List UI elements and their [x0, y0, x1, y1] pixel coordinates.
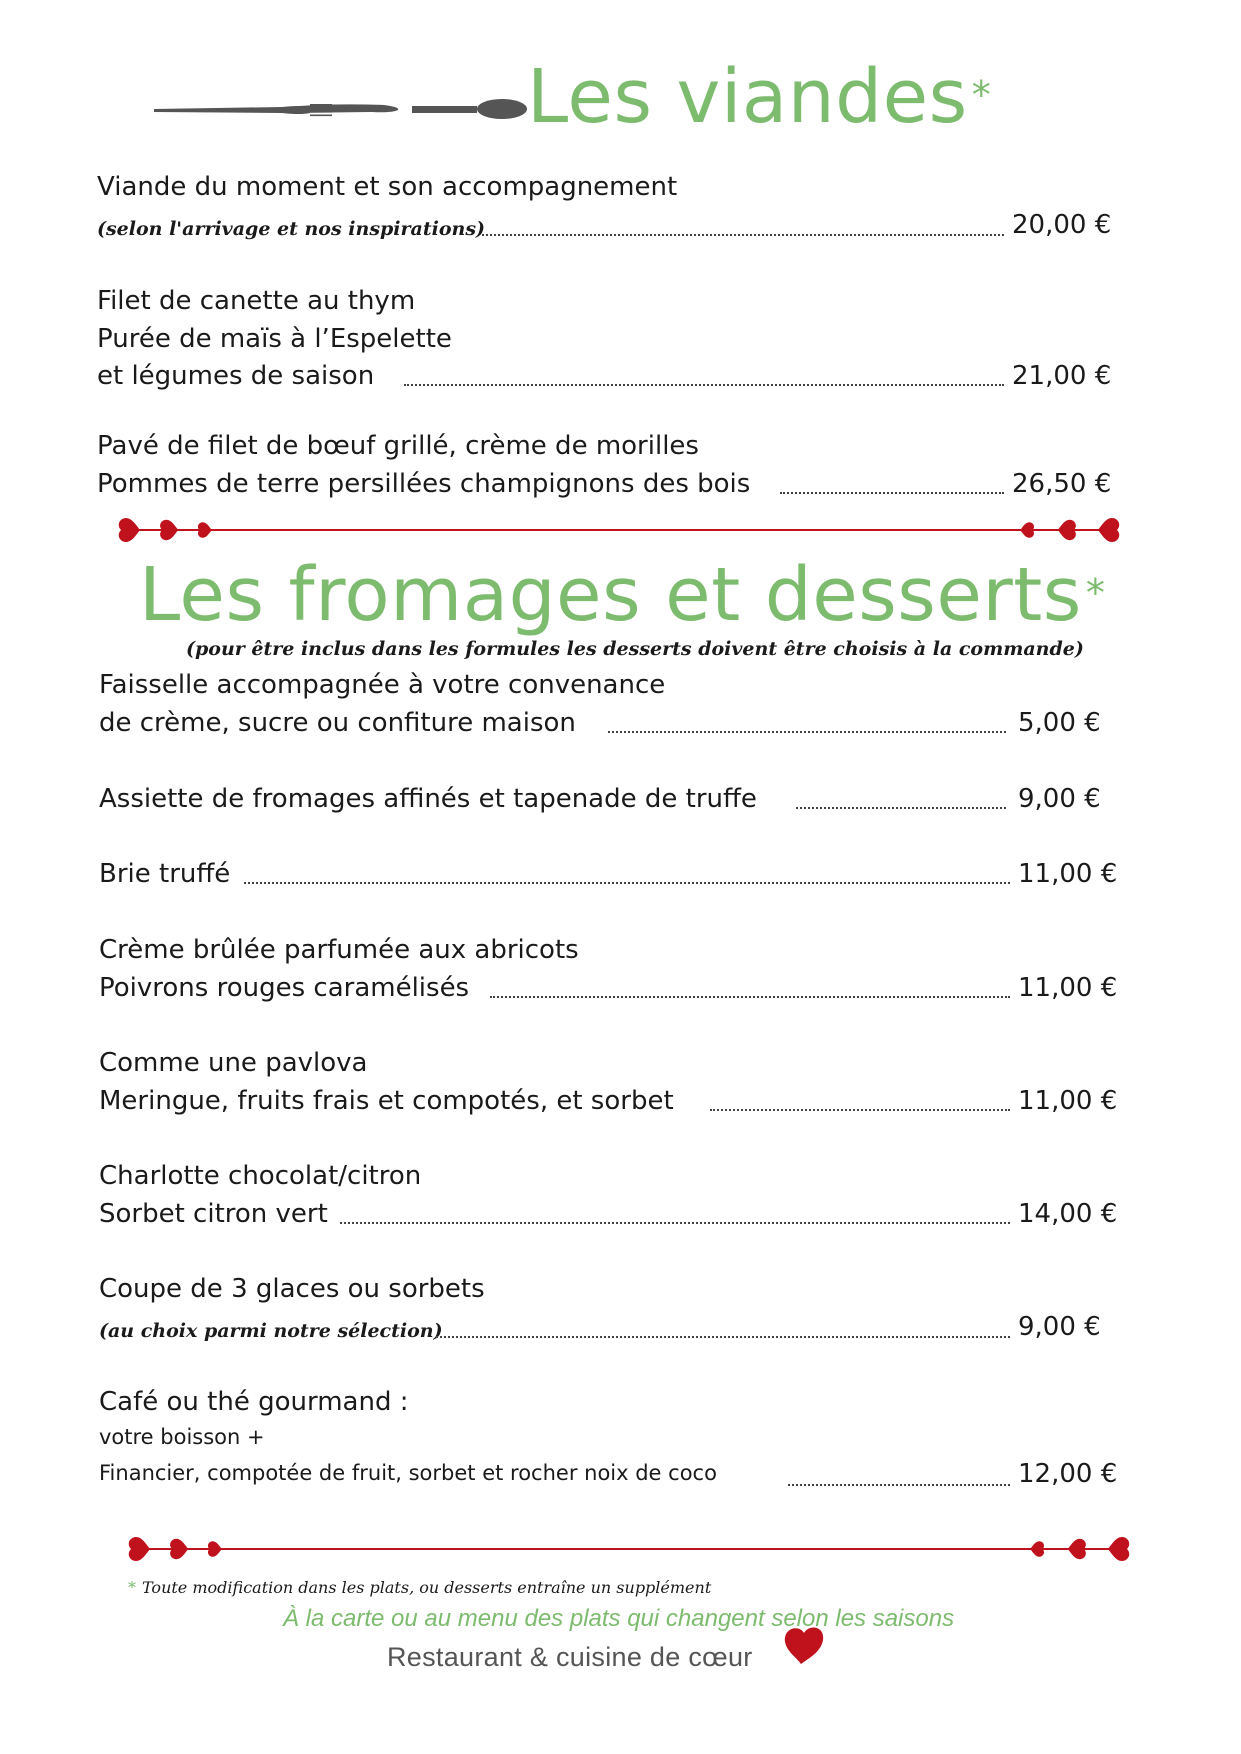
desserts-title-text: Les fromages et desserts [139, 552, 1082, 638]
footer-brand: Restaurant & cuisine de cœur [387, 1642, 753, 1672]
dot-leader [788, 1482, 1010, 1486]
menu-item-price: 11,00 € [1018, 973, 1118, 1003]
menu-item-line: votre boisson + [99, 1425, 265, 1449]
menu-item-line: Purée de maïs à l’Espelette [97, 324, 452, 354]
spoon-icon [412, 99, 527, 119]
menu-item-line: Comme une pavlova [99, 1048, 368, 1078]
dot-leader [244, 880, 1010, 884]
menu-item-note: (selon l'arrivage et nos inspirations) [97, 218, 486, 240]
menu-item-price: 11,00 € [1018, 859, 1118, 889]
footer-asterisk: * [128, 1578, 136, 1597]
meats-title [527, 54, 992, 140]
menu-item-price: 9,00 € [1018, 784, 1101, 814]
menu-item-line: de crème, sucre ou confiture maison [99, 708, 576, 738]
meats-title-asterisk: * [971, 73, 992, 117]
dot-leader [710, 1107, 1010, 1111]
menu-item-line: Faisselle accompagnée à votre convenance [99, 670, 666, 700]
menu-item-line: Café ou thé gourmand : [99, 1387, 409, 1417]
dot-leader [796, 805, 1006, 809]
dot-leader [340, 1220, 1010, 1224]
menu-item-line: Assiette de fromages affinés et tapenade de truffe [99, 784, 757, 814]
menu-item-line: Coupe de 3 glaces ou sorbets [99, 1274, 485, 1304]
menu-item-line: Financier, compotée de fruit, sorbet et rocher noix de coco [99, 1461, 717, 1485]
menu-item-line: Viande du moment et son accompagnement [97, 172, 678, 202]
menu-item-price: 26,50 € [1012, 469, 1112, 499]
heart-icon [781, 1620, 827, 1666]
menu-item-price: 5,00 € [1018, 708, 1101, 738]
menu-item-price: 11,00 € [1018, 1086, 1118, 1116]
menu-item-price: 20,00 € [1012, 210, 1112, 240]
dot-leader [436, 1334, 1010, 1338]
meats-title-text: Les viandes [527, 54, 968, 140]
dot-leader [780, 490, 1004, 494]
menu-item-note: (au choix parmi notre sélection) [99, 1320, 443, 1342]
desserts-title-asterisk: * [1085, 571, 1106, 615]
footer-tagline: À la carte ou au menu des plats qui changent selon les saisons [283, 1605, 955, 1632]
dot-leader [482, 232, 1004, 236]
footer-disclaimer [128, 1578, 711, 1597]
footer-disclaimer-text: Toute modification dans les plats, ou desserts entraîne un supplément [142, 1578, 712, 1597]
cutlery-icon [152, 95, 527, 125]
menu-item-line: Brie truffé [99, 859, 231, 889]
menu-item-price: 21,00 € [1012, 361, 1112, 391]
heart-divider [116, 515, 1126, 545]
menu-item-price: 9,00 € [1018, 1312, 1101, 1342]
knife-icon [286, 104, 398, 113]
dot-leader [404, 382, 1004, 386]
menu-item-line: Pommes de terre persillées champignons des bois [97, 469, 751, 499]
menu-item-line: Filet de canette au thym [97, 286, 416, 316]
heart-divider [126, 1534, 1136, 1564]
desserts-title [139, 552, 1106, 638]
menu-item-price: 12,00 € [1018, 1459, 1118, 1489]
menu-item-line: Sorbet citron vert [99, 1199, 328, 1229]
menu-item-line: Meringue, fruits frais et compotés, et sorbet [99, 1086, 674, 1116]
menu-item-price: 14,00 € [1018, 1199, 1118, 1229]
menu-item-line: Pavé de filet de bœuf grillé, crème de morilles [97, 431, 699, 461]
menu-item-line: et légumes de saison [97, 361, 375, 391]
menu-item-line: Charlotte chocolat/citron [99, 1161, 422, 1191]
desserts-subtitle: (pour être inclus dans les formules les desserts doivent être choisis à la commande) [186, 638, 1084, 660]
menu-item-line: Crème brûlée parfumée aux abricots [99, 935, 579, 965]
menu-item-line: Poivrons rouges caramélisés [99, 973, 470, 1003]
dot-leader [490, 994, 1010, 998]
dot-leader [608, 729, 1006, 733]
